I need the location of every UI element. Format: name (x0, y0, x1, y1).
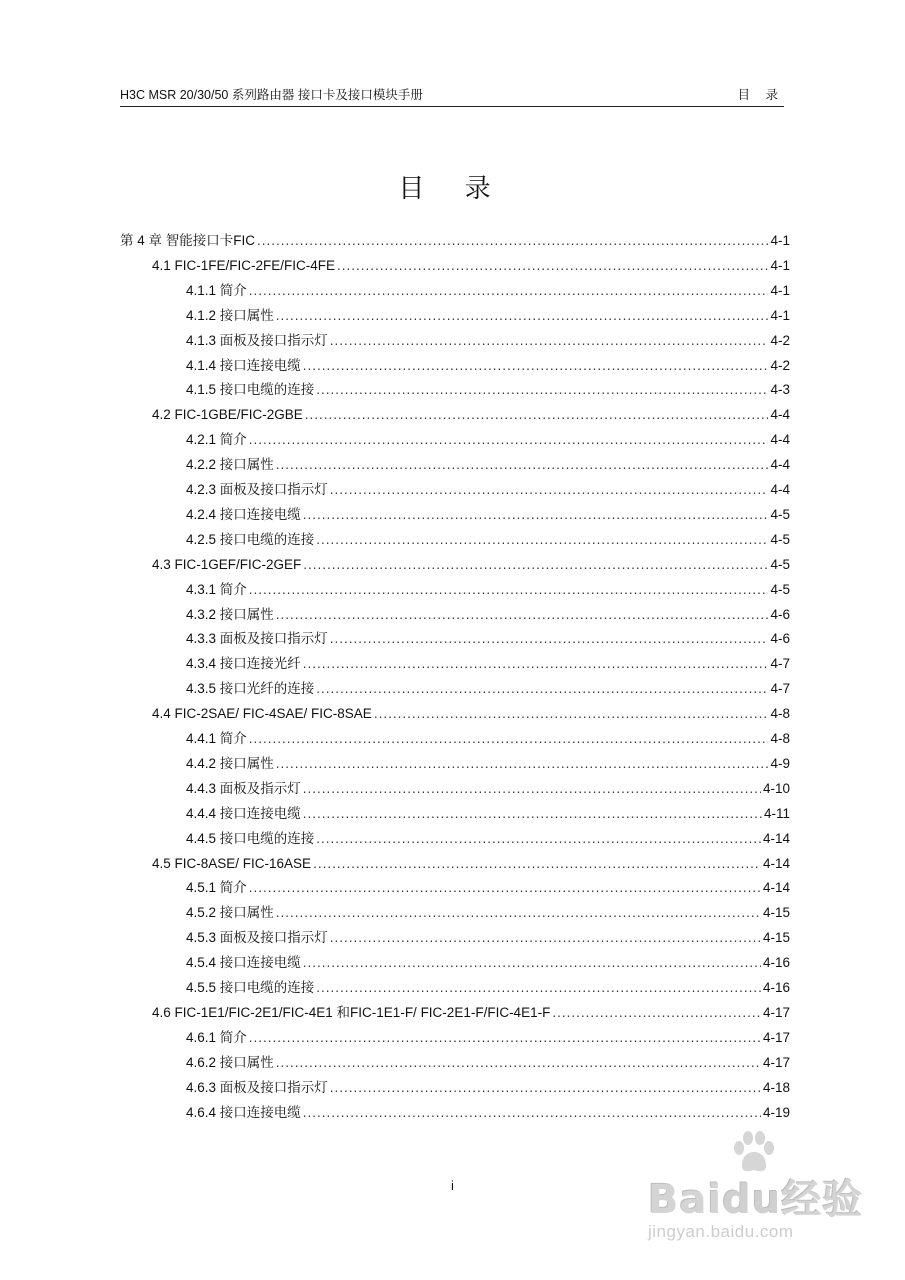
toc-dot-leader (249, 429, 769, 451)
toc-entry-label: 4.2.5 接口电缆的连接 (186, 531, 315, 547)
toc-entry-label: 4.6.1 简介 (186, 1029, 247, 1045)
toc-entry[interactable] (120, 703, 790, 725)
toc-entry-page: 4-17 (762, 1054, 790, 1070)
toc-entry-label: 4.2.2 接口属性 (186, 457, 274, 473)
toc-dot-leader (276, 604, 769, 626)
toc-entry[interactable] (120, 853, 790, 875)
toc-dot-leader (303, 803, 762, 825)
toc-entry[interactable] (120, 877, 790, 899)
toc-entry[interactable] (120, 529, 790, 551)
toc-dot-leader (330, 927, 761, 949)
toc-entry-page: 4-1 (770, 282, 790, 298)
toc-entry-label: 4.5 FIC-8ASE/ FIC-16ASE (152, 855, 312, 871)
toc-entry-label: 4.1.2 接口属性 (186, 307, 274, 323)
toc-entry-page: 4-1 (770, 307, 790, 323)
toc-dot-leader (303, 1102, 761, 1124)
toc-entry-page: 4-14 (762, 855, 790, 871)
toc-dot-leader (303, 355, 769, 377)
toc-dot-leader (316, 379, 768, 401)
toc-entry-page: 4-16 (762, 980, 790, 995)
toc-entry-page: 4-8 (770, 706, 790, 722)
toc-dot-leader (330, 479, 769, 501)
toc-entry[interactable] (120, 305, 790, 327)
toc-entry[interactable] (120, 1102, 790, 1124)
watermark-brand-cn: 经验 (781, 1177, 864, 1223)
toc-entry-label: 4.3.4 接口连接光纤 (186, 656, 301, 672)
toc-dot-leader (276, 454, 769, 476)
toc-entry-label: 4.1.1 简介 (186, 282, 247, 298)
toc-entry-label: 4.4.4 接口连接电缆 (186, 805, 301, 821)
toc-entry[interactable] (120, 628, 790, 650)
toc-entry-label: 4.3.1 简介 (186, 581, 247, 597)
toc-dot-leader (303, 778, 761, 800)
toc-entry-label: 4.4.5 接口电缆的连接 (186, 830, 315, 846)
toc-entry-label: 4.5.3 面板及接口指示灯 (186, 930, 328, 946)
toc-entry-page: 4-14 (762, 830, 790, 846)
toc-entry-page: 4-4 (770, 407, 790, 423)
toc-entry-label: 4.1 FIC-1FE/FIC-2FE/FIC-4FE (152, 257, 336, 273)
toc-entry-page: 4-2 (770, 357, 790, 373)
toc-entry-label: 4.6.3 面板及接口指示灯 (186, 1079, 328, 1095)
toc-dot-leader (303, 504, 769, 526)
toc-entry[interactable] (120, 479, 790, 501)
toc-entry-page: 4-4 (770, 457, 790, 473)
toc-entry[interactable] (120, 1002, 790, 1024)
toc-entry-page: 4-15 (762, 930, 790, 946)
toc-entry-page: 4-15 (762, 905, 790, 921)
toc-dot-leader (316, 977, 761, 999)
toc-dot-leader (330, 330, 769, 352)
toc-entry-label: 4.4.1 简介 (186, 731, 247, 746)
toc-dot-leader (257, 230, 768, 252)
watermark-brand-du: du (722, 1177, 782, 1223)
toc-entry-label: 4.1.4 接口连接电缆 (186, 357, 301, 373)
toc-entry-page: 4-14 (762, 880, 790, 896)
toc-entry-label: 4.6.4 接口连接电缆 (186, 1104, 301, 1120)
toc-entry-label: 4.1.5 接口电缆的连接 (186, 382, 315, 398)
toc-entry-page: 4-5 (770, 581, 790, 597)
toc-dot-leader (249, 728, 769, 750)
toc-entry[interactable] (120, 454, 790, 476)
toc-entry-label: 4.5.1 简介 (186, 880, 247, 896)
toc-entry-page: 4-11 (763, 805, 790, 821)
toc-entry[interactable] (120, 653, 790, 675)
toc-entry-page: 4-10 (762, 780, 790, 796)
toc-dot-leader (303, 554, 768, 576)
toc-entry[interactable] (120, 977, 790, 999)
toc-dot-leader (303, 952, 761, 974)
toc-entry-page: 4-5 (770, 556, 790, 572)
toc-entry-label: 4.3.2 接口属性 (186, 606, 274, 622)
toc-entry-page: 4-6 (770, 631, 790, 647)
toc-entry[interactable] (120, 280, 790, 302)
toc-dot-leader (303, 653, 769, 675)
toc-dot-leader (316, 678, 768, 700)
toc-entry[interactable] (120, 330, 790, 352)
toc-entry-page: 4-19 (762, 1104, 790, 1120)
toc-entry-label: 4.2.3 面板及接口指示灯 (186, 482, 328, 497)
toc-dot-leader (276, 305, 769, 327)
toc-entry[interactable] (120, 678, 790, 700)
toc-entry-label: 4.6 FIC-1E1/FIC-2E1/FIC-4E1 和FIC-1E1-F/ FIC-2E1-F/FIC-4E1-F (152, 1004, 551, 1020)
toc-entry-page: 4-3 (770, 382, 790, 398)
toc-entry[interactable] (120, 1077, 790, 1099)
watermark-brand-bai: Bai (648, 1177, 723, 1223)
toc-dot-leader (276, 902, 761, 924)
toc-dot-leader (313, 853, 761, 875)
toc-entry[interactable] (120, 927, 790, 949)
toc-entry-label: 4.1.3 面板及接口指示灯 (186, 332, 328, 348)
toc-entry-page: 4-8 (770, 731, 790, 746)
toc-entry[interactable] (120, 504, 790, 526)
toc-entry-page: 4-17 (762, 1004, 790, 1020)
baidu-jingyan-watermark (640, 1130, 890, 1250)
toc-entry-page: 4-4 (770, 482, 790, 497)
toc-entry-label: 4.5.2 接口属性 (186, 905, 274, 921)
toc-entry[interactable] (120, 579, 790, 601)
toc-dot-leader (316, 529, 768, 551)
toc-entry-label: 4.2 FIC-1GBE/FIC-2GBE (152, 407, 303, 423)
toc-entry-label: 第 4 章 智能接口卡FIC (120, 233, 256, 248)
toc-dot-leader (249, 280, 769, 302)
toc-entry[interactable] (120, 554, 790, 576)
toc-entry[interactable] (120, 728, 790, 750)
toc-entry[interactable] (120, 902, 790, 924)
toc-entry-label: 4.3.5 接口光纤的连接 (186, 681, 315, 697)
toc-entry-label: 4.4.2 接口属性 (186, 755, 274, 771)
toc-entry-label: 4.2.4 接口连接电缆 (186, 506, 301, 522)
toc-entry-page: 4-2 (770, 332, 790, 348)
toc-entry-page: 4-4 (770, 432, 790, 448)
toc-dot-leader (337, 255, 768, 277)
toc-entry[interactable] (120, 355, 790, 377)
toc-entry-page: 4-17 (762, 1029, 790, 1045)
toc-entry[interactable] (120, 604, 790, 626)
toc-entry-label: 4.2.1 简介 (186, 432, 247, 448)
toc-entry-page: 4-16 (762, 955, 790, 971)
toc-entry-page: 4-6 (770, 606, 790, 622)
toc-entry-label: 4.3.3 面板及接口指示灯 (186, 631, 328, 647)
toc-entry[interactable] (120, 379, 790, 401)
toc-dot-leader (316, 828, 761, 850)
toc-entry[interactable] (120, 1027, 790, 1049)
toc-dot-leader (330, 628, 769, 650)
toc-entry-page: 4-7 (770, 656, 790, 672)
toc-entry-label: 4.5.5 接口电缆的连接 (186, 980, 315, 995)
toc-entry[interactable] (120, 828, 790, 850)
toc-entry-page: 4-7 (770, 681, 790, 697)
page-number: i (451, 1178, 454, 1193)
toc-entry[interactable] (120, 753, 790, 775)
toc-entry-label: 4.5.4 接口连接电缆 (186, 955, 301, 971)
page-title: 目 录 (398, 174, 507, 204)
toc-entry[interactable] (120, 230, 790, 252)
toc-dot-leader (276, 1052, 761, 1074)
toc-entry-page: 4-1 (770, 233, 790, 248)
watermark-brand (648, 1168, 863, 1225)
toc-entry[interactable] (120, 1052, 790, 1074)
toc-entry[interactable] (120, 429, 790, 451)
header-section-name: 目 录 (737, 88, 784, 102)
header-document-title: H3C MSR 20/30/50 系列路由器 接口卡及接口模块手册 (120, 88, 423, 102)
toc-dot-leader (276, 753, 769, 775)
watermark-url: jingyan.baidu.com (648, 1222, 794, 1241)
toc-dot-leader (305, 404, 769, 426)
toc-entry-label: 4.6.2 接口属性 (186, 1054, 274, 1070)
toc-dot-leader (330, 1077, 761, 1099)
toc-entry[interactable] (120, 778, 790, 800)
toc-entry-page: 4-1 (770, 257, 790, 273)
toc-dot-leader (374, 703, 769, 725)
toc-entry[interactable] (120, 803, 790, 825)
toc-entry-label: 4.4.3 面板及指示灯 (186, 780, 301, 796)
toc-dot-leader (249, 1027, 761, 1049)
toc-entry-label: 4.3 FIC-1GEF/FIC-2GEF (152, 556, 302, 572)
toc-dot-leader (249, 877, 761, 899)
page-header (120, 86, 784, 107)
toc-entry[interactable] (120, 255, 790, 277)
toc-entry-page: 4-18 (762, 1079, 790, 1095)
toc-dot-leader (552, 1002, 761, 1024)
toc-entry[interactable] (120, 952, 790, 974)
toc-entry-page: 4-9 (770, 755, 790, 771)
toc-entry[interactable] (120, 404, 790, 426)
toc-entry-label: 4.4 FIC-2SAE/ FIC-4SAE/ FIC-8SAE (152, 706, 372, 722)
toc-entry-page: 4-5 (770, 531, 790, 547)
toc-dot-leader (249, 579, 769, 601)
toc-entry-page: 4-5 (770, 506, 790, 522)
